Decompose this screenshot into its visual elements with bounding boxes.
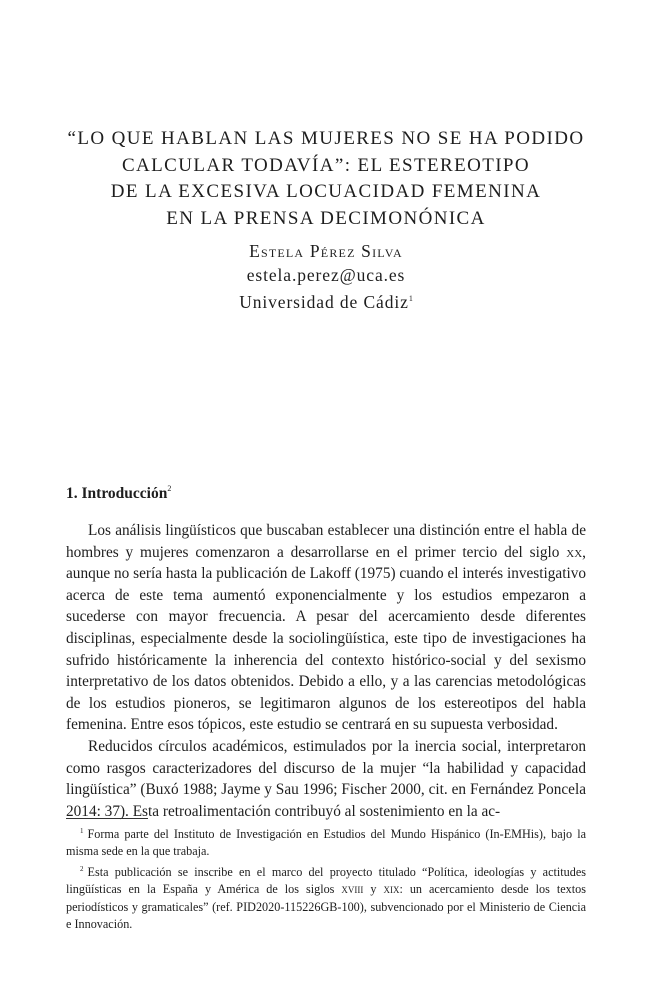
century-numeral: xviii <box>341 882 364 897</box>
body-text <box>66 520 586 822</box>
paragraph: Reducidos círculos académicos, estimulados por la inercia social, interpretaron como rasgos caracterizadores del discurso de la mujer “la habilidad y capacidad lingüística” (Buxó 1988; Jayme y Sau 1996; Fischer 2000, cit. en Fernández Poncela 2014: 37). Esta retroalimentación contribuyó al sostenimiento en la ac- <box>66 737 586 820</box>
footnote-text: y <box>363 882 384 897</box>
footnote-2 <box>66 861 586 934</box>
title-line: CALCULAR TODAVÍA”: EL ESTEREOTIPO <box>121 154 531 176</box>
affiliation-text: Universidad de Cádiz <box>239 292 409 312</box>
author-block <box>66 240 586 315</box>
paragraph-text: , aunque no sería hasta la publicación de Lakoff (1975) cuando el interés investigativo acerca de este tema aumentó exponencialmente y los estudios empezaron a sucederse con mayor frecuencia. A pesar del acercamiento desde diferentes disciplinas, especialmente desde la sociolingüística, este tipo de investigaciones ha sufrido históricamente la inherencia del contexto histórico-social y del sexismo interpretativo de los datos obtenidos. Debido a ello, y a las carencias metodológicas de los estudios pioneros, se legitimaron algunos de los estereotipos del habla femenina. Entre esos tópicos, este estudio se centrará en su supuesta verbosidad. <box>66 543 586 734</box>
paragraph-text: Los análisis lingüísticos que buscaban establecer una distinción entre el habla de hombres y mujeres comenzaron a desarrollarse en el primer tercio del siglo <box>66 522 586 561</box>
title-line: EN LA PRENSA DECIMONÓNICA <box>166 207 486 229</box>
author-affiliation <box>66 287 586 315</box>
footnote-divider <box>66 818 148 819</box>
paragraph <box>66 520 586 736</box>
section-heading <box>66 484 171 503</box>
article-title <box>66 126 586 232</box>
footnote-1 <box>66 823 586 861</box>
title-line: DE LA EXCESIVA LOCUACIDAD FEMENINA <box>110 181 542 202</box>
footnote-text: Forma parte del Instituto de Investigación en Estudios del Mundo Hispánico (In-EMHis), bajo la misma sede en la que trabaja. <box>66 827 586 859</box>
footnotes <box>66 823 586 933</box>
page <box>66 0 586 1006</box>
century-numeral: xx <box>566 543 583 561</box>
footnote-mark: 2 <box>80 864 84 873</box>
footnote-ref-2: 2 <box>167 484 172 493</box>
footnote-ref-1: 1 <box>408 294 413 303</box>
century-numeral: xix <box>383 882 400 897</box>
title-line: “LO QUE HABLAN LAS MUJERES NO SE HA PODIDO <box>67 128 585 149</box>
author-name: Estela Pérez Silva <box>249 241 403 261</box>
footnote-mark: 1 <box>80 827 84 835</box>
footnote-text: : un acercamiento desde los textos periodísticos y gramaticales” (ref. PID2020-115226GB-100), subvencionado por el Ministerio de Ciencia e Innovación. <box>66 882 586 932</box>
footnote-text: Esta publicación se inscribe en el marco del proyecto titulado “Política, ideologías y actitudes lingüísticas en la España y América de los siglos <box>66 864 586 897</box>
author-email: estela.perez@uca.es <box>246 264 406 285</box>
section-heading-text: 1. Introducción <box>66 485 168 502</box>
